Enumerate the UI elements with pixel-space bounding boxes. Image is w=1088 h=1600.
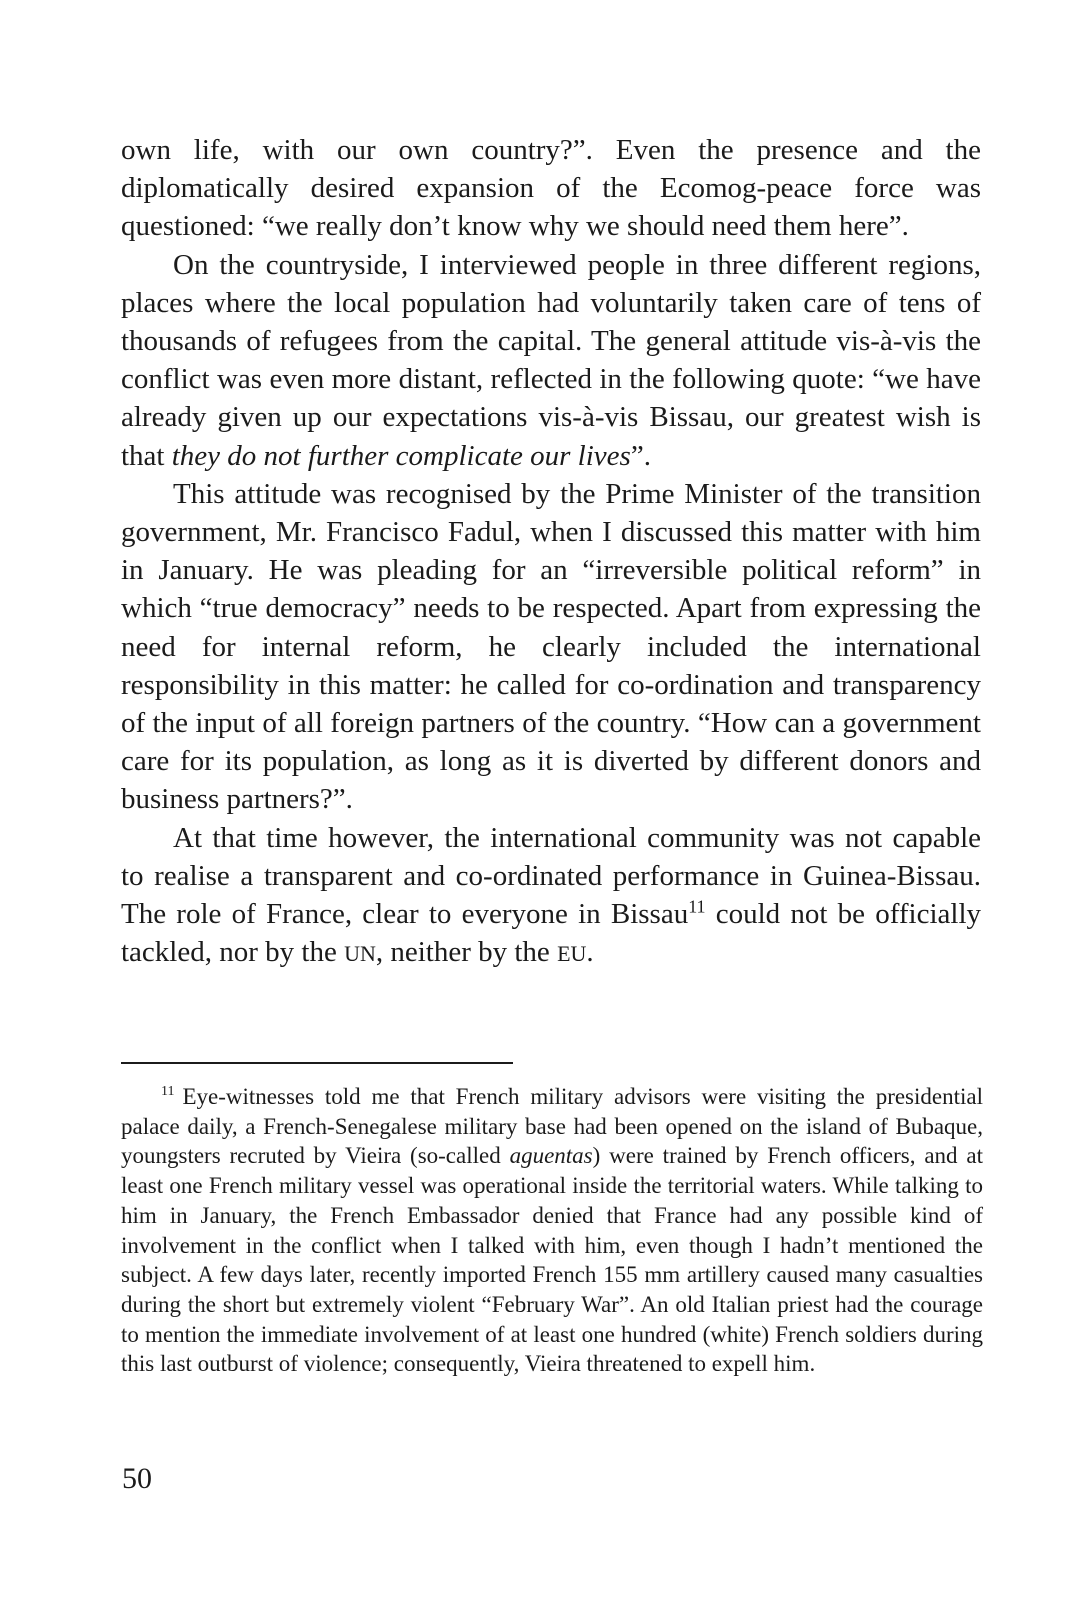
footnote-text: Eye-witnesses told me that French military advisors were visiting the presidential palace daily, a French-Senegalese military base had been opened on the island of Bubaque, youngsters recruted by Vieira (so-called [121, 1084, 983, 1169]
paragraph-3: This attitude was recognised by the Prime Minister of the transition government, Mr. Francisco Fadul, when I discussed this matter with him in January. He was pleading for an “irreversible political reform” in which “true democracy” needs to be respected. Apart from expressing the need for internal reform, he clearly included the international responsibility in this matter: he called for co-ordination and transparency of the input of all foreign partners of the country. “How can a government care for its population, as long as it is diverted by different donors and business partners?”. [121, 477, 981, 816]
eu-abbreviation: EU [557, 941, 587, 967]
paragraph-4-text-cont2: , neither by the [375, 936, 558, 969]
page-number: 50 [122, 1462, 152, 1495]
paragraph-2-end: ”. [630, 439, 651, 472]
footnote [121, 1082, 983, 1379]
body-text [121, 131, 981, 973]
paragraph-2 [121, 246, 981, 475]
footnote-marker: 11 [161, 1084, 175, 1100]
paragraph-4 [121, 819, 981, 974]
paragraph-4-text-cont: could not be officially tackled, nor by the [121, 898, 981, 969]
paragraph-2-text: On the countryside, I interviewed people in three different regions, places where the local population had voluntarily taken care of tens of thousands of refugees from the capital. The general attitude vis-à-vis the conflict was even more distant, reflected in the following quote: “we have already given up our expectations vis-à-vis Bissau, our greatest wish is that [121, 248, 981, 472]
paragraph-2-italic-quote: they do not further complicate our lives [171, 439, 631, 472]
paragraph-4-text: At that time however, the international community was not capable to realise a transparent and co-ordinated performance in Guinea-Bissau. The role of France, clear to everyone in Bissau [121, 821, 981, 931]
paragraph-1: own life, with our own country?”. Even the presence and the diplomatically desired expansion of the Ecomog-peace force was questioned: “we really don’t know why we should need them here”. [121, 134, 981, 243]
footnote-text-cont: ) were trained by French officers, and at least one French military vessel was operational inside the territorial waters. While talking to him in January, the French Embassador denied that France had any possible kind of involvement in the conflict when I talked with him, even though I hadn’t mentioned the subject. A few days later, recently imported French 155 mm artillery caused many casualties during the short but extremely violent “February War”. An old Italian priest had the courage to mention the immediate involvement of at least one hundred (white) French soldiers during this last outburst of violence; consequently, Vieira threatened to expell him. [121, 1143, 984, 1377]
footnote-reference: 11 [688, 896, 706, 917]
footnote-divider [121, 1062, 513, 1064]
un-abbreviation: UN [344, 941, 376, 967]
footnote-italic-term: aguentas [509, 1143, 593, 1169]
paragraph-4-end: . [586, 936, 594, 969]
